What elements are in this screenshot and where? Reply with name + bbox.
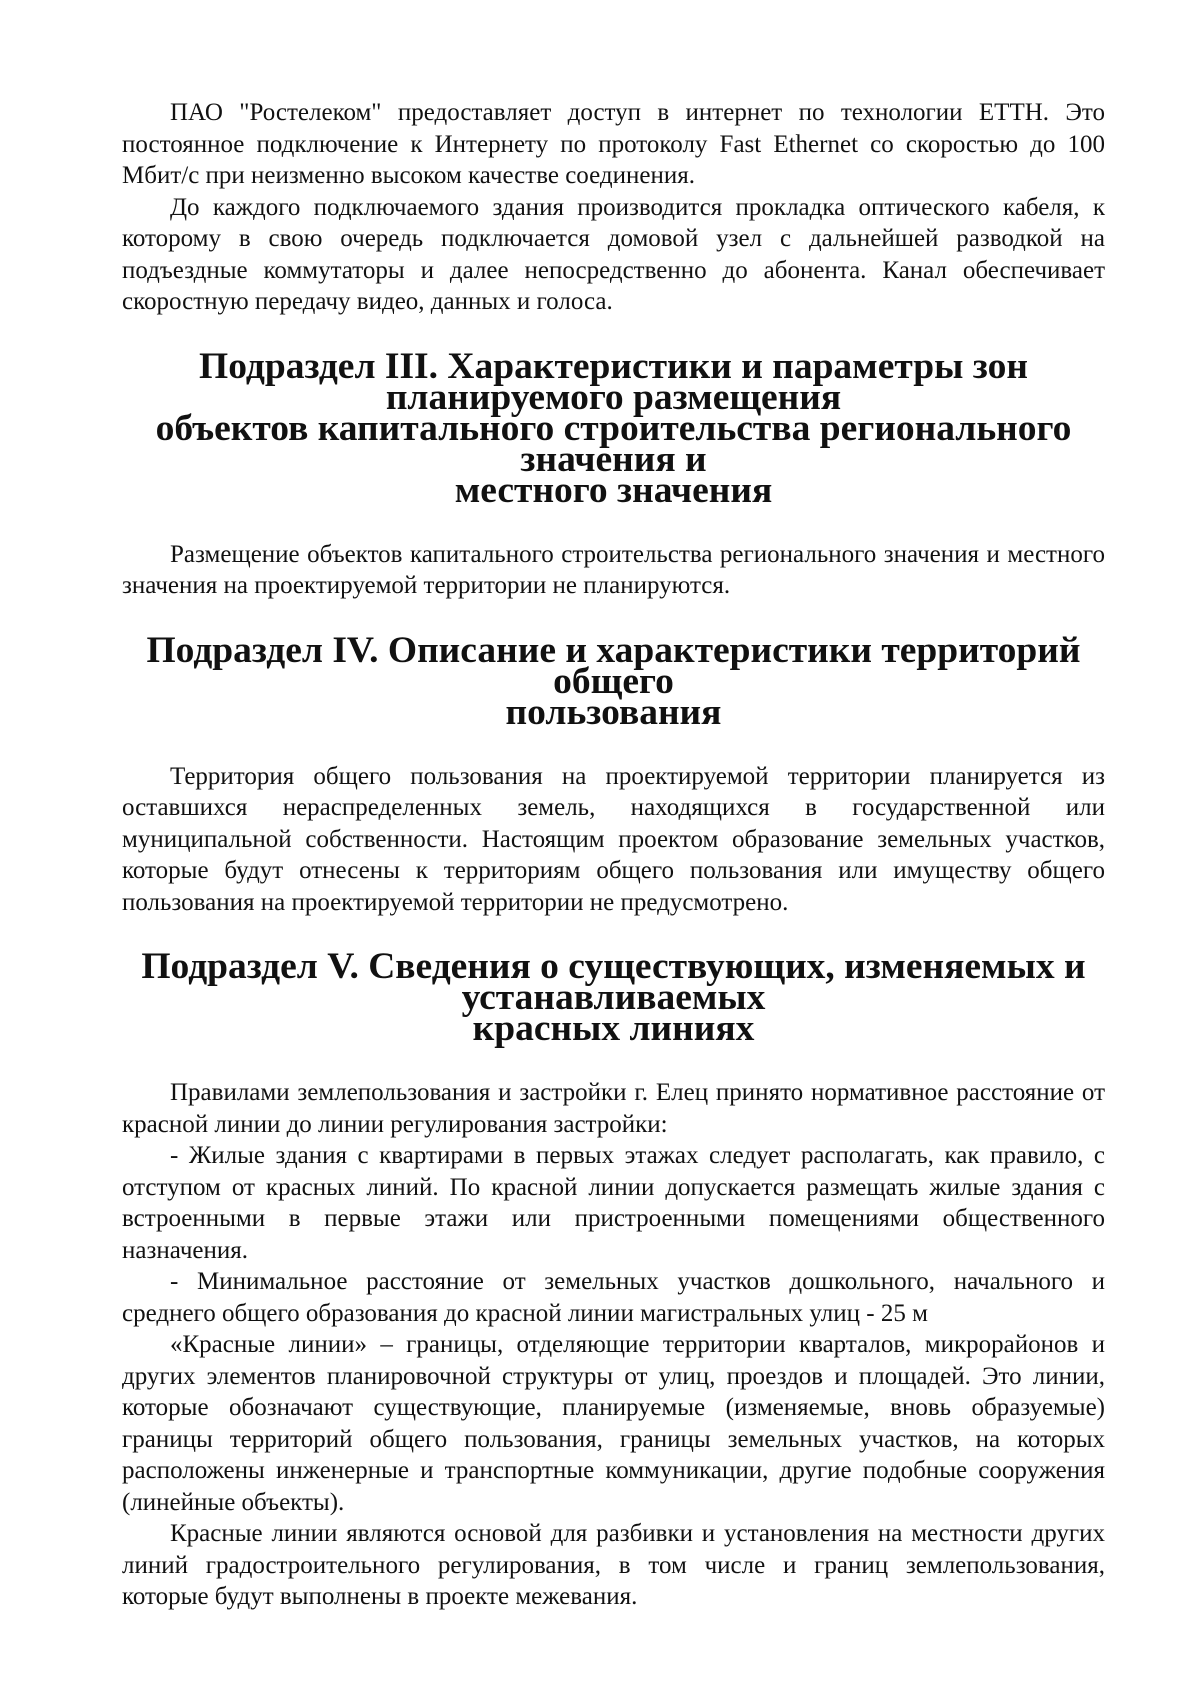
section-3-heading [122, 345, 1105, 511]
section-3-heading-line: объектов капитального строительства регионального значения и [155, 407, 1072, 480]
intro-paragraph-1: ПАО "Ростелеком" предоставляет доступ в интернет по технологии ETTH. Это постоянное подключение к Интернету по протоколу Fast Ethernet со скоростью до 100 Мбит/с при неизменно высоком качестве соединения. [122, 99, 1105, 189]
section-5-paragraph-5: Красные линии являются основой для разбивки и установления на местности других линий градостроительного регулирования, в том числе и границ землепользования, которые будут выполнены в проекте межевания. [122, 1520, 1105, 1610]
section-5-heading-line: красных линиях [472, 1008, 755, 1049]
section-5-paragraph-2: - Жилые здания с квартирами в первых этажах следует располагать, как правило, с отступом от красных линий. По красной линии допускается размещать жилые здания с встроенными в первые этажи или пристроенными помещениями общественного назначения. [122, 1142, 1105, 1264]
section-5-paragraph-4: «Красные линии» – границы, отделяющие территории кварталов, микрорайонов и других элементов планировочной структуры от улиц, проездов и площадей. Это линии, которые обозначают существующие, планируемые (изменяемые, вновь образуемые) границы территорий общего пользования, границы земельных участков, на которых расположены инженерные и транспортные коммуникации, другие подобные сооружения (линейные объекты). [122, 1331, 1105, 1516]
section-4-heading-line: пользования [505, 691, 722, 733]
section-3-heading-line: Подраздел III. Характеристики и параметры зон планируемого размещения [199, 345, 1028, 418]
section-4-heading-line: Подраздел IV. Описание и характеристики территорий общего [146, 629, 1081, 702]
section-5-heading-line: Подраздел V. Сведения о существующих, изменяемых и устанавливаемых [141, 946, 1086, 1018]
section-5-paragraph-1: Правилами землепользования и застройки г. Елец принято нормативное расстояние от красной линии до линии регулирования застройки: [122, 1079, 1105, 1138]
section-3-paragraph-1: Размещение объектов капитального строительства регионального значения и местного значения на проектируемой территории не планируются. [122, 540, 1105, 599]
section-3-heading-line: местного значения [454, 469, 773, 511]
section-5-heading [122, 946, 1105, 1049]
section-4-heading [122, 629, 1105, 733]
section-5-paragraph-3: - Минимальное расстояние от земельных участков дошкольного, начального и среднего общего образования до красной линии магистральных улиц - 25 м [122, 1268, 1105, 1327]
intro-paragraph-2: До каждого подключаемого здания производится прокладка оптического кабеля, к которому в свою очередь подключается домовой узел с дальнейшей разводкой на подъездные коммутаторы и далее непосредственно до абонента. Канал обеспечивает скоростную передачу видео, данных и голоса. [122, 193, 1105, 315]
section-4-paragraph-1: Территория общего пользования на проектируемой территории планируется из оставшихся нераспределенных земель, находящихся в государственной или муниципальной собственности. Настоящим проектом образование земельных участков, которые будут отнесены к территориям общего пользования или имуществу общего пользования на проектируемой территории не предусмотрено. [122, 762, 1105, 916]
